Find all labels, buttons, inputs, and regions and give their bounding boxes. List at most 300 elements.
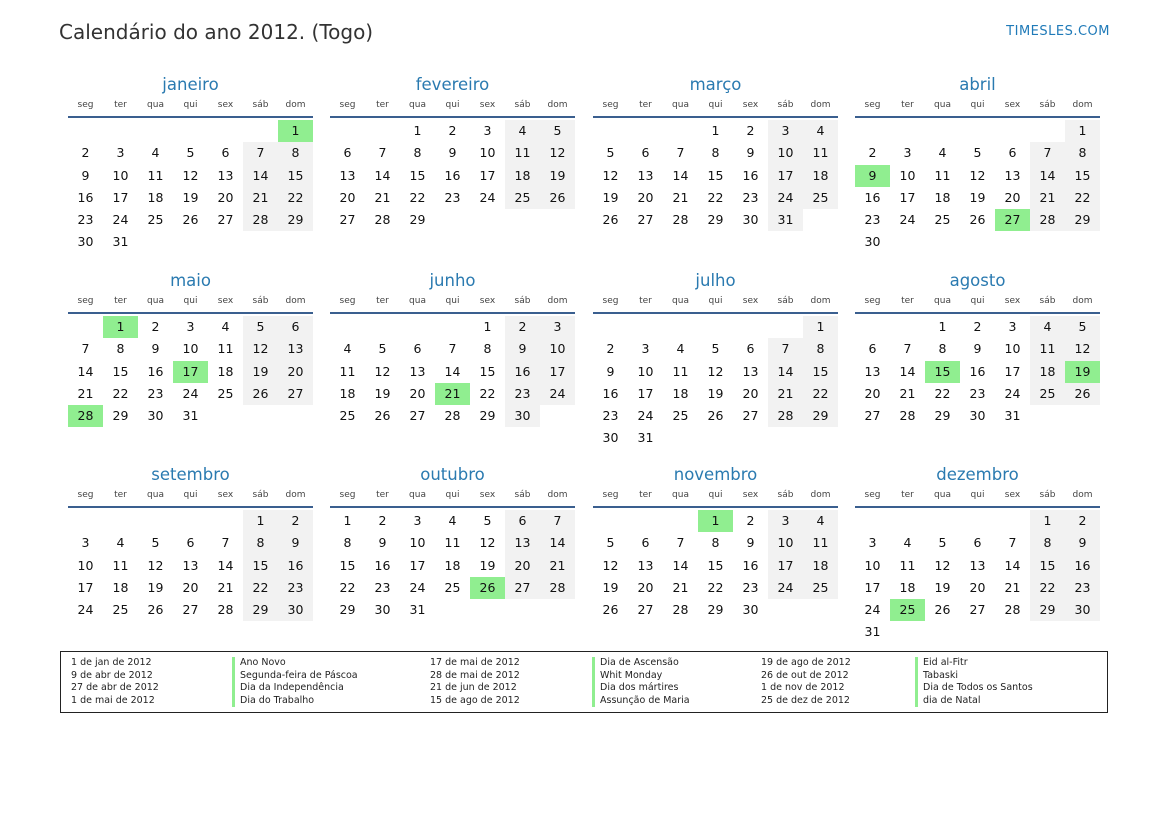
day-cell: 2: [505, 316, 540, 338]
day-grid: [330, 120, 575, 231]
day-cell: 1: [711, 123, 720, 138]
day-cell: 27: [339, 212, 356, 228]
month-name: junho: [429, 271, 476, 290]
weekday-label: qua: [409, 490, 426, 500]
day-cell: 25: [803, 187, 838, 209]
day-cell: 20: [278, 361, 313, 383]
day-cell: 5: [151, 535, 160, 551]
month-name: janeiro: [162, 75, 219, 94]
day-cell: 21: [899, 385, 916, 401]
empty-cell: [400, 316, 435, 338]
empty-cell: [68, 316, 103, 338]
day-cell: 30: [77, 234, 94, 250]
weekday-header: [855, 486, 1100, 508]
empty-cell: [768, 316, 803, 338]
holiday-day-cell: 1: [278, 120, 313, 142]
empty-cell: [663, 510, 698, 532]
day-cell: 2: [448, 123, 457, 138]
weekday-label: dom: [1072, 100, 1093, 110]
day-cell: 6: [746, 341, 755, 357]
day-cell: 30: [147, 408, 164, 424]
day-cell: 11: [217, 341, 234, 357]
day-cell: 4: [803, 510, 838, 532]
weekday-label: qua: [934, 100, 951, 110]
day-cell: 27: [637, 212, 654, 228]
day-cell: 18: [803, 165, 838, 187]
day-cell: 5: [973, 145, 982, 161]
day-cell: 8: [483, 341, 492, 357]
weekday-label: sáb: [514, 296, 531, 306]
day-cell: 15: [243, 555, 278, 577]
day-cell: 12: [540, 142, 575, 164]
day-cell: 8: [413, 145, 422, 161]
day-cell: 17: [768, 165, 803, 187]
day-cell: 30: [602, 430, 619, 446]
day-cell: 9: [746, 535, 755, 551]
day-cell: 9: [505, 338, 540, 360]
day-cell: 5: [378, 341, 387, 357]
day-cell: 5: [483, 513, 492, 528]
day-cell: 7: [903, 341, 912, 357]
day-cell: 29: [1065, 209, 1100, 231]
empty-cell: [733, 316, 768, 338]
day-cell: 22: [243, 577, 278, 599]
day-cell: 19: [707, 385, 724, 401]
legend-holiday-name: Dia dos mártires: [592, 682, 690, 695]
day-cell: 25: [444, 579, 461, 595]
weekday-label: dom: [810, 490, 831, 500]
day-cell: 21: [1030, 187, 1065, 209]
weekday-label: dom: [547, 490, 568, 500]
day-cell: 2: [378, 513, 387, 528]
legend-names-column: [915, 657, 1033, 707]
day-cell: 24: [768, 187, 803, 209]
weekday-label: seg: [77, 296, 94, 306]
weekday-label: seg: [602, 100, 619, 110]
day-cell: 27: [217, 212, 234, 228]
day-cell: 25: [147, 212, 164, 228]
day-cell: 9: [151, 341, 160, 357]
day-cell: 20: [217, 189, 234, 205]
day-cell: 15: [1030, 555, 1065, 577]
day-cell: 26: [540, 187, 575, 209]
day-cell: 2: [868, 145, 877, 161]
day-cell: 20: [1004, 189, 1021, 205]
weekday-label: seg: [77, 490, 94, 500]
day-cell: 18: [112, 579, 129, 595]
day-cell: 2: [278, 510, 313, 532]
legend-date: 9 de abr de 2012: [71, 669, 153, 681]
day-cell: 25: [934, 212, 951, 228]
day-cell: 14: [77, 363, 94, 379]
day-cell: 8: [1030, 532, 1065, 554]
weekday-label: sex: [1004, 490, 1021, 500]
day-cell: 12: [182, 167, 199, 183]
day-cell: 1: [938, 319, 947, 334]
empty-cell: [628, 120, 663, 142]
day-cell: 25: [672, 408, 689, 424]
day-cell: 18: [147, 189, 164, 205]
day-cell: 26: [243, 383, 278, 405]
weekday-label: seg: [864, 100, 881, 110]
weekday-label: ter: [376, 296, 389, 306]
day-cell: 30: [969, 408, 986, 424]
empty-cell: [628, 316, 663, 338]
day-cell: 26: [182, 212, 199, 228]
day-cell: 25: [1030, 383, 1065, 405]
day-cell: 17: [112, 189, 129, 205]
day-cell: 6: [1008, 145, 1017, 161]
day-cell: 1: [243, 510, 278, 532]
day-cell: 7: [221, 535, 230, 551]
day-cell: 28: [768, 405, 803, 427]
day-cell: 7: [448, 341, 457, 357]
month-name: novembro: [673, 465, 758, 484]
weekday-header: [855, 292, 1100, 314]
day-cell: 19: [934, 579, 951, 595]
day-cell: 19: [182, 189, 199, 205]
day-cell: 11: [934, 167, 951, 183]
day-cell: 23: [864, 212, 881, 228]
day-cell: 15: [409, 167, 426, 183]
day-cell: 26: [374, 408, 391, 424]
day-cell: 9: [606, 363, 615, 379]
day-cell: 8: [1065, 142, 1100, 164]
weekday-label: sáb: [1039, 100, 1056, 110]
weekday-label: sáb: [777, 296, 794, 306]
day-cell: 11: [803, 532, 838, 554]
day-cell: 29: [707, 602, 724, 618]
day-cell: 12: [602, 167, 619, 183]
day-cell: 21: [243, 187, 278, 209]
day-cell: 24: [479, 189, 496, 205]
day-cell: 22: [409, 189, 426, 205]
day-cell: 13: [182, 557, 199, 573]
day-cell: 3: [768, 120, 803, 142]
day-cell: 26: [1065, 383, 1100, 405]
day-grid: [593, 510, 838, 621]
legend-date: 1 de mai de 2012: [71, 694, 155, 706]
month-name: julho: [695, 271, 736, 290]
weekday-label: ter: [114, 296, 127, 306]
day-cell: 8: [711, 535, 720, 551]
day-cell: 29: [409, 212, 426, 228]
holiday-day-cell: 27: [995, 209, 1030, 231]
day-cell: 18: [444, 557, 461, 573]
weekday-label: ter: [639, 296, 652, 306]
day-cell: 5: [606, 145, 615, 161]
day-cell: 5: [606, 535, 615, 551]
day-cell: 23: [505, 383, 540, 405]
day-cell: 27: [278, 383, 313, 405]
day-cell: 14: [374, 167, 391, 183]
day-cell: 3: [868, 535, 877, 551]
day-cell: 2: [746, 123, 755, 138]
day-cell: 24: [1004, 385, 1021, 401]
day-cell: 8: [803, 338, 838, 360]
day-cell: 9: [378, 535, 387, 551]
holiday-day-cell: 15: [925, 361, 960, 383]
weekday-label: ter: [639, 100, 652, 110]
day-cell: 28: [540, 577, 575, 599]
day-cell: 17: [1004, 363, 1021, 379]
month-name: maio: [170, 271, 211, 290]
holiday-day-cell: 28: [68, 405, 103, 427]
day-cell: 28: [672, 212, 689, 228]
day-cell: 18: [934, 189, 951, 205]
day-cell: 19: [243, 361, 278, 383]
day-cell: 3: [1008, 319, 1017, 334]
day-cell: 22: [707, 189, 724, 205]
empty-cell: [208, 120, 243, 142]
day-cell: 21: [374, 189, 391, 205]
weekday-label: qua: [934, 490, 951, 500]
day-cell: 11: [112, 557, 129, 573]
weekday-label: seg: [339, 296, 356, 306]
day-cell: 30: [374, 602, 391, 618]
legend-holiday-name: dia de Natal: [915, 695, 1033, 708]
day-cell: 21: [540, 555, 575, 577]
day-cell: 2: [1065, 510, 1100, 532]
legend-holiday-name: Segunda-feira de Páscoa: [232, 670, 358, 683]
day-cell: 12: [243, 338, 278, 360]
empty-cell: [960, 510, 995, 532]
empty-cell: [855, 316, 890, 338]
day-cell: 18: [217, 363, 234, 379]
day-cell: 7: [676, 145, 685, 161]
weekday-label: qui: [708, 490, 723, 500]
day-cell: 10: [1004, 341, 1021, 357]
weekday-label: ter: [639, 490, 652, 500]
day-cell: 16: [969, 363, 986, 379]
day-cell: 28: [217, 602, 234, 618]
day-cell: 7: [378, 145, 387, 161]
day-cell: 20: [637, 189, 654, 205]
weekday-header: [593, 292, 838, 314]
day-cell: 31: [112, 234, 129, 250]
weekday-label: sex: [217, 490, 234, 500]
weekday-header: [593, 486, 838, 508]
day-cell: 21: [672, 189, 689, 205]
day-cell: 19: [602, 189, 619, 205]
day-cell: 21: [672, 579, 689, 595]
month-name: março: [689, 75, 742, 94]
weekday-label: seg: [864, 490, 881, 500]
holiday-day-cell: 1: [698, 510, 733, 532]
day-cell: 19: [374, 385, 391, 401]
weekday-label: qua: [672, 296, 689, 306]
day-cell: 14: [672, 557, 689, 573]
day-cell: 3: [81, 535, 90, 551]
empty-cell: [593, 120, 628, 142]
month-name: outubro: [420, 465, 485, 484]
day-cell: 12: [602, 557, 619, 573]
day-cell: 17: [479, 167, 496, 183]
day-cell: 20: [339, 189, 356, 205]
day-cell: 23: [742, 189, 759, 205]
empty-cell: [663, 316, 698, 338]
day-cell: 30: [742, 602, 759, 618]
day-cell: 16: [374, 557, 391, 573]
day-cell: 29: [339, 602, 356, 618]
day-cell: 11: [899, 557, 916, 573]
day-cell: 23: [278, 577, 313, 599]
day-cell: 20: [409, 385, 426, 401]
day-cell: 7: [540, 510, 575, 532]
day-cell: 27: [182, 602, 199, 618]
weekday-header: [330, 96, 575, 118]
day-cell: 10: [768, 142, 803, 164]
day-cell: 6: [973, 535, 982, 551]
empty-cell: [330, 120, 365, 142]
day-cell: 8: [343, 535, 352, 551]
day-cell: 11: [803, 142, 838, 164]
day-cell: 28: [444, 408, 461, 424]
weekday-label: dom: [810, 296, 831, 306]
day-grid: [68, 510, 313, 621]
day-cell: 12: [147, 557, 164, 573]
day-cell: 3: [641, 341, 650, 357]
day-cell: 31: [182, 408, 199, 424]
day-cell: 4: [903, 535, 912, 551]
day-cell: 6: [505, 510, 540, 532]
site-link[interactable]: TIMESLES.COM: [1006, 24, 1110, 39]
weekday-header: [593, 96, 838, 118]
empty-cell: [330, 316, 365, 338]
holiday-day-cell: 1: [103, 316, 138, 338]
day-cell: 14: [444, 363, 461, 379]
empty-cell: [628, 510, 663, 532]
day-grid: [855, 120, 1100, 254]
day-cell: 13: [969, 557, 986, 573]
day-cell: 31: [1004, 408, 1021, 424]
day-cell: 19: [147, 579, 164, 595]
month-name: abril: [959, 75, 996, 94]
weekday-header: [68, 486, 313, 508]
day-cell: 9: [746, 145, 755, 161]
day-cell: 11: [1030, 338, 1065, 360]
day-cell: 5: [1065, 316, 1100, 338]
day-cell: 5: [711, 341, 720, 357]
day-cell: 12: [969, 167, 986, 183]
weekday-label: qui: [183, 100, 198, 110]
holiday-day-cell: 17: [173, 361, 208, 383]
day-cell: 23: [742, 579, 759, 595]
weekday-label: sex: [1004, 100, 1021, 110]
month-abril: [855, 74, 1100, 254]
day-cell: 22: [112, 385, 129, 401]
month-name: setembro: [151, 465, 230, 484]
day-cell: 2: [81, 145, 90, 161]
day-cell: 23: [147, 385, 164, 401]
weekday-label: dom: [285, 100, 306, 110]
day-cell: 16: [864, 189, 881, 205]
weekday-label: sex: [479, 100, 496, 110]
legend-dates-column: [71, 657, 159, 707]
day-cell: 7: [1030, 142, 1065, 164]
weekday-label: ter: [901, 100, 914, 110]
day-cell: 14: [672, 167, 689, 183]
day-cell: 24: [637, 408, 654, 424]
day-cell: 28: [1004, 602, 1021, 618]
day-cell: 22: [339, 579, 356, 595]
month-março: [593, 74, 838, 231]
day-cell: 22: [1065, 187, 1100, 209]
day-cell: 23: [969, 385, 986, 401]
weekday-label: qua: [147, 490, 164, 500]
day-cell: 18: [339, 385, 356, 401]
weekday-label: qua: [672, 100, 689, 110]
day-cell: 13: [864, 363, 881, 379]
weekday-label: sáb: [1039, 490, 1056, 500]
day-cell: 30: [1065, 599, 1100, 621]
weekday-label: seg: [864, 296, 881, 306]
month-novembro: [593, 464, 838, 621]
empty-cell: [960, 120, 995, 142]
day-cell: 13: [409, 363, 426, 379]
empty-cell: [925, 120, 960, 142]
day-cell: 19: [969, 189, 986, 205]
legend-date: 28 de mai de 2012: [430, 669, 520, 681]
day-cell: 19: [540, 165, 575, 187]
day-cell: 12: [374, 363, 391, 379]
weekday-label: sex: [217, 100, 234, 110]
day-cell: 23: [1065, 577, 1100, 599]
weekday-label: sex: [742, 490, 759, 500]
day-grid: [68, 316, 313, 427]
day-cell: 4: [803, 120, 838, 142]
day-cell: 31: [637, 430, 654, 446]
weekday-label: dom: [1072, 490, 1093, 500]
holiday-legend: [60, 651, 1108, 713]
day-cell: 10: [899, 167, 916, 183]
weekday-label: seg: [602, 296, 619, 306]
day-cell: 16: [77, 189, 94, 205]
day-cell: 13: [217, 167, 234, 183]
day-cell: 15: [803, 361, 838, 383]
day-cell: 24: [540, 383, 575, 405]
legend-holiday-name: Eid al-Fitr: [915, 657, 1033, 670]
day-cell: 23: [602, 408, 619, 424]
day-cell: 5: [186, 145, 195, 161]
weekday-label: sex: [1004, 296, 1021, 306]
day-cell: 26: [602, 602, 619, 618]
weekday-label: qua: [672, 490, 689, 500]
day-cell: 7: [243, 142, 278, 164]
day-cell: 10: [864, 557, 881, 573]
holiday-day-cell: 19: [1065, 361, 1100, 383]
day-cell: 6: [278, 316, 313, 338]
day-cell: 4: [116, 535, 125, 551]
day-grid: [330, 316, 575, 427]
weekday-label: seg: [339, 490, 356, 500]
day-cell: 19: [602, 579, 619, 595]
day-cell: 23: [444, 189, 461, 205]
day-cell: 16: [505, 361, 540, 383]
legend-names-column: [232, 657, 358, 707]
day-cell: 31: [409, 602, 426, 618]
day-cell: 6: [343, 145, 352, 161]
day-cell: 1: [343, 513, 352, 528]
day-cell: 2: [151, 319, 160, 334]
day-cell: 11: [339, 363, 356, 379]
day-cell: 22: [707, 579, 724, 595]
day-cell: 22: [934, 385, 951, 401]
weekday-label: qui: [445, 100, 460, 110]
empty-cell: [890, 510, 925, 532]
empty-cell: [138, 510, 173, 532]
day-cell: 14: [243, 165, 278, 187]
